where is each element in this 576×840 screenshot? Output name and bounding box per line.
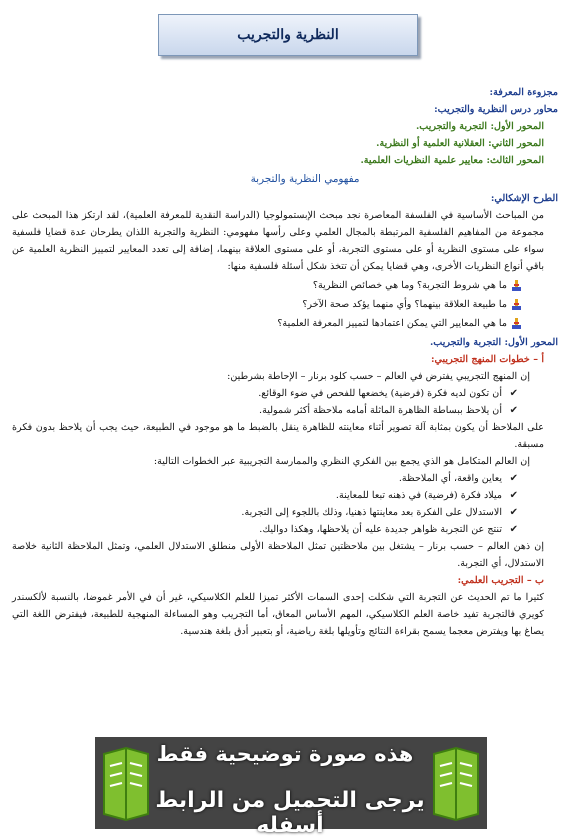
question-item-1	[12, 277, 558, 294]
condition-text: أن تكون لديه فكرة (فرضية) يخضعها للفحص في ضوء الوقائع.	[258, 388, 502, 399]
axis1-heading: المحور الأول: التجربة والتجريب.	[429, 337, 558, 348]
check-bullet-icon: ✔	[509, 507, 518, 518]
document-body	[12, 84, 558, 640]
axis1-sub-b-heading: ب – التجريب العلمي:	[457, 575, 544, 586]
step-item-1	[12, 470, 558, 487]
axis1-sub-a-heading: أ – خطوات المنهج التجريبي:	[431, 354, 544, 365]
axis-item-1-text: التجربة والتجريب.	[415, 121, 488, 132]
step-text: الاستدلال على الفكرة بعد معاينتها ذهنيا، وذلك باللجوء إلى التجربة.	[241, 507, 502, 518]
step-item-3	[12, 504, 558, 521]
question-text: ما هي شروط التجربة؟ وما هي خصائص النظرية؟	[312, 280, 507, 291]
problematic-heading: الطرح الإشكالي:	[490, 193, 558, 204]
scientific-experimentation-paragraph: كثيرا ما تم الحديث عن التجربة التي شكلت إحدى السمات الأكثر تميزا للعلم الكلاسيكي، غير أن في الأمر غموضا، بالنسبة لألكسندر كويري فالتجربة تفيد خاصة العلم الكلاسيكي، المهم الأساس المعاق، أما التجريب وهو المساءلة المنهجية للطبيعة، فيفترض اللغة التي يصاغ بها ويفترض معجما يسمح بقراءة النتائج وتأويلها بلغة رياضية، أو بتعبير أدق بلغة هندسية.	[12, 592, 544, 637]
check-bullet-icon: ✔	[509, 473, 518, 484]
condition-item-1	[12, 385, 558, 402]
check-bullet-icon: ✔	[509, 388, 518, 399]
axis-item-1	[12, 118, 558, 135]
axis-item-3-name: المحور الثالث:	[486, 155, 544, 166]
axis-item-2-text: العقلانية العلمية أو النظرية.	[376, 138, 485, 149]
step-text: ميلاد فكرة (فرضية) في ذهنه تبعا للمعاينة.	[335, 490, 502, 501]
watermark-line-2: يرجى التحميل من الرابط أسفله	[155, 788, 425, 838]
pen-bullet-icon	[511, 298, 522, 311]
axis-item-1-name: المحور الأول:	[490, 121, 544, 132]
check-bullet-icon: ✔	[509, 490, 518, 501]
watermark-line-1: هذه صورة توضيحية فقط	[156, 742, 414, 766]
concepts-subtitle: مفهومي النظرية والتجربة	[250, 173, 360, 185]
axis-item-3-text: معايير علمية النظريات العلمية.	[360, 155, 484, 166]
condition-text: أن يلاحظ ببساطة الظاهرة الماثلة أمامه ملاحظة أكثر شمولية.	[259, 405, 502, 416]
question-item-3	[12, 315, 558, 332]
scientist-mind-paragraph: إن ذهن العالم – حسب برنار – يشتغل بين ملاحظتين تمثل الملاحظة الأولى منطلق الاستدلال العلمي، وتمثل الملاحظة الثانية خلاصة الاستدلال، أي التجربة.	[12, 541, 544, 569]
question-item-2	[12, 296, 558, 313]
experimental-method-intro: إن المنهج التجريبي يفترض في العالم – حسب كلود برنار – الإحاطة بشرطين:	[227, 371, 530, 382]
axis-item-2	[12, 135, 558, 152]
question-text: ما طبيعة العلاقة بينهما؟ وأي منهما يؤكد صحة الآخر؟	[302, 299, 507, 310]
step-item-4	[12, 521, 558, 538]
axes-heading: محاور درس النظرية والتجريب:	[434, 104, 558, 115]
knowledge-group-heading: مجزوءة المعرفة:	[489, 87, 558, 98]
problematic-paragraph: من المباحث الأساسية في الفلسفة المعاصرة نجد مبحث الإبستمولوجيا (الدراسة النقدية للمعرفة العلمية)، لقد ارتكز هذا المبحث على مجموعة من المفاهيم الفلسفية المرتبطة بالمجال العلمي وعلى رأسها مفهومي: النظرية والتجربة اللذان يطرحان عدة قضايا فلسفية سواء على مستوى النظرية أو على مستوى التجربة، أو على مستوى العلاقة بينهما، إضافة إلى تعدد المعايير لتمييز النظرية العلمية عن باقي أنواع النظريات الأخرى، وهي قضايا يمكن أن تتخذ شكل أسئلة فلسفية منها:	[12, 210, 544, 272]
check-bullet-icon: ✔	[509, 405, 518, 416]
step-text: تنتج عن التجربة ظواهر جديدة عليه أن يلاحظها، وهكذا دواليك.	[259, 524, 502, 535]
axis-item-2-name: المحور الثاني:	[488, 138, 544, 149]
step-text: يعاين واقعة، أي الملاحظة.	[398, 473, 502, 484]
question-text: ما هي المعايير التي يمكن اعتمادها لتمييز المعرفة العلمية؟	[277, 318, 507, 329]
axis-item-3	[12, 152, 558, 169]
page-title: النظرية والتجريب	[158, 14, 418, 56]
step-item-2	[12, 487, 558, 504]
condition-item-2	[12, 402, 558, 419]
pen-bullet-icon	[511, 279, 522, 292]
observer-paragraph: على الملاحظ أن يكون بمثابة آلة تصوير أثناء معاينته للظاهرة ينقل بالضبط ما هو موجود في الطبيعة، حيث يجب أن يلاحظ بدون فكرة مسبقة.	[12, 422, 544, 450]
check-bullet-icon: ✔	[509, 524, 518, 535]
pen-bullet-icon	[511, 317, 522, 330]
complete-scientist-paragraph: إن العالم المتكامل هو الذي يجمع بين الفكري النظري والممارسة التجريبية عبر الخطوات التالية:	[153, 456, 530, 467]
